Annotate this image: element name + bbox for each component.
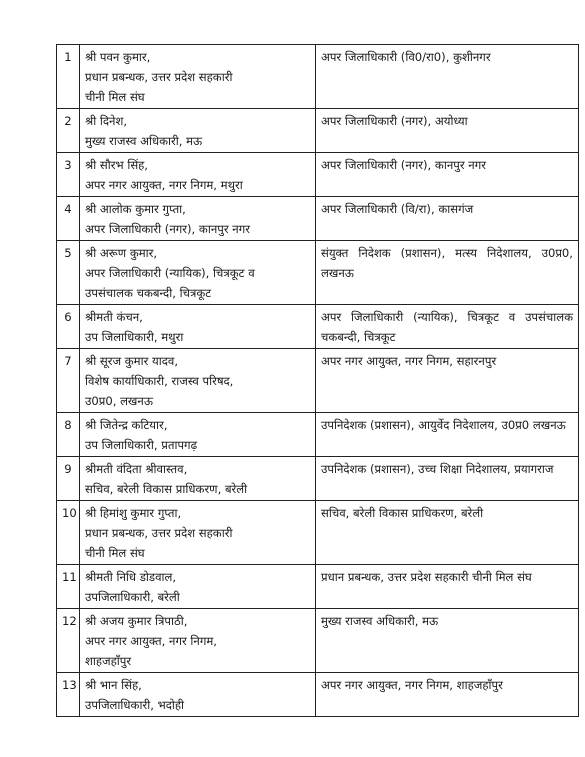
officer-name: श्री जितेन्द्र कटियार,	[85, 418, 168, 432]
table-row	[57, 413, 579, 457]
table-body	[57, 45, 579, 717]
table-row	[57, 349, 579, 413]
new-posting-cell	[316, 241, 579, 305]
new-posting: अपर जिलाधिकारी (वि0/रा0), कुशीनगर	[321, 50, 491, 64]
serial-number: 10	[57, 501, 80, 565]
officer-current-post: विशेष कार्याधिकारी, राजस्व परिषद,	[85, 374, 234, 388]
officer-current-post: अपर जिलाधिकारी (न्यायिक), चित्रकूट व	[85, 266, 255, 280]
table-row	[57, 241, 579, 305]
new-posting: अपर जिलाधिकारी (नगर), कानपुर नगर	[321, 158, 486, 172]
officer-cell	[80, 197, 316, 241]
officer-name: श्री अजय कुमार त्रिपाठी,	[85, 614, 188, 628]
officer-current-post: अपर जिलाधिकारी (नगर), कानपुर नगर	[85, 222, 250, 236]
officer-cell	[80, 673, 316, 717]
new-posting-cell	[316, 565, 579, 609]
officer-cell	[80, 565, 316, 609]
officer-cell	[80, 153, 316, 197]
new-posting: सचिव, बरेली विकास प्राधिकरण, बरेली	[321, 506, 484, 520]
table-row	[57, 565, 579, 609]
table-row	[57, 45, 579, 109]
serial-number: 7	[57, 349, 80, 413]
new-posting-cell	[316, 305, 579, 349]
new-posting-cell	[316, 413, 579, 457]
new-posting: अपर जिलाधिकारी (वि/रा), कासगंज	[321, 202, 474, 216]
officer-cell	[80, 305, 316, 349]
officer-current-post: उपजिलाधिकारी, भदोही	[85, 698, 185, 712]
officer-current-post: उपसंचालक चकबन्दी, चित्रकूट	[85, 286, 212, 300]
new-posting-cell	[316, 457, 579, 501]
serial-number: 12	[57, 609, 80, 673]
table-row	[57, 609, 579, 673]
serial-number: 2	[57, 109, 80, 153]
officer-current-post: शाहजहाँपुर	[85, 654, 132, 668]
officer-name: श्री आलोक कुमार गुप्ता,	[85, 202, 186, 216]
table-row	[57, 501, 579, 565]
officer-cell	[80, 457, 316, 501]
officer-name: श्री भान सिंह,	[85, 678, 142, 692]
officer-current-post: प्रधान प्रबन्धक, उत्तर प्रदेश सहकारी	[85, 70, 233, 84]
serial-number: 8	[57, 413, 80, 457]
new-posting: अपर नगर आयुक्त, नगर निगम, शाहजहाँपुर	[321, 678, 503, 692]
table-row	[57, 457, 579, 501]
scan-top-margin	[0, 0, 585, 38]
officer-name: श्रीमती निधि डोडवाल,	[85, 570, 177, 584]
officer-current-post: उप जिलाधिकारी, प्रतापगढ़	[85, 438, 198, 452]
officer-name: श्री दिनेश,	[85, 114, 128, 128]
serial-number: 9	[57, 457, 80, 501]
officer-current-post: चीनी मिल संघ	[85, 546, 145, 560]
new-posting: प्रधान प्रबन्धक, उत्तर प्रदेश सहकारी चीनी मिल संघ	[321, 570, 532, 584]
officer-cell	[80, 45, 316, 109]
serial-number: 3	[57, 153, 80, 197]
officer-current-post: उपजिलाधिकारी, बरेली	[85, 590, 180, 604]
new-posting: संयुक्त निदेशक (प्रशासन), मत्स्य निदेशालय, उ0प्र0, लखनऊ	[321, 246, 573, 280]
officer-cell	[80, 349, 316, 413]
officer-name: श्रीमती कंचन,	[85, 310, 143, 324]
officer-cell	[80, 609, 316, 673]
new-posting: उपनिदेशक (प्रशासन), आयुर्वेद निदेशालय, उ0प्र0 लखनऊ	[321, 418, 566, 432]
officer-name: श्री पवन कुमार,	[85, 50, 151, 64]
officer-current-post: प्रधान प्रबन्धक, उत्तर प्रदेश सहकारी	[85, 526, 233, 540]
new-posting-cell	[316, 109, 579, 153]
serial-number: 13	[57, 673, 80, 717]
officer-current-post: अपर नगर आयुक्त, नगर निगम,	[85, 634, 217, 648]
officer-name: श्रीमती वंदिता श्रीवास्तव,	[85, 462, 188, 476]
serial-number: 1	[57, 45, 80, 109]
officer-name: श्री सूरज कुमार यादव,	[85, 354, 179, 368]
officer-current-post: अपर नगर आयुक्त, नगर निगम, मथुरा	[85, 178, 243, 192]
table-row	[57, 109, 579, 153]
new-posting-cell	[316, 501, 579, 565]
officer-name: श्री अरूण कुमार,	[85, 246, 158, 260]
officer-cell	[80, 501, 316, 565]
table-row	[57, 673, 579, 717]
officer-current-post: सचिव, बरेली विकास प्राधिकरण, बरेली	[85, 482, 248, 496]
new-posting-cell	[316, 673, 579, 717]
new-posting: अपर जिलाधिकारी (न्यायिक), चित्रकूट व उपसंचालक चकबन्दी, चित्रकूट	[321, 310, 573, 344]
officer-cell	[80, 109, 316, 153]
officer-cell	[80, 413, 316, 457]
officer-cell	[80, 241, 316, 305]
new-posting-cell	[316, 197, 579, 241]
table-row	[57, 305, 579, 349]
serial-number: 5	[57, 241, 80, 305]
officer-current-post: उप जिलाधिकारी, मथुरा	[85, 330, 184, 344]
new-posting: अपर जिलाधिकारी (नगर), अयोध्या	[321, 114, 468, 128]
table-row	[57, 153, 579, 197]
new-posting: उपनिदेशक (प्रशासन), उच्च शिक्षा निदेशालय, प्रयागराज	[321, 462, 554, 476]
new-posting-cell	[316, 349, 579, 413]
serial-number: 6	[57, 305, 80, 349]
table-row	[57, 197, 579, 241]
transfer-table	[56, 44, 579, 717]
officer-name: श्री हिमांशु कुमार गुप्ता,	[85, 506, 182, 520]
new-posting: मुख्य राजस्व अधिकारी, मऊ	[321, 614, 439, 628]
new-posting-cell	[316, 45, 579, 109]
officer-name: श्री सौरभ सिंह,	[85, 158, 148, 172]
officer-current-post: चीनी मिल संघ	[85, 90, 145, 104]
officer-current-post: मुख्य राजस्व अधिकारी, मऊ	[85, 134, 203, 148]
serial-number: 11	[57, 565, 80, 609]
new-posting: अपर नगर आयुक्त, नगर निगम, सहारनपुर	[321, 354, 497, 368]
serial-number: 4	[57, 197, 80, 241]
new-posting-cell	[316, 609, 579, 673]
officer-current-post: उ0प्र0, लखनऊ	[85, 394, 153, 408]
new-posting-cell	[316, 153, 579, 197]
